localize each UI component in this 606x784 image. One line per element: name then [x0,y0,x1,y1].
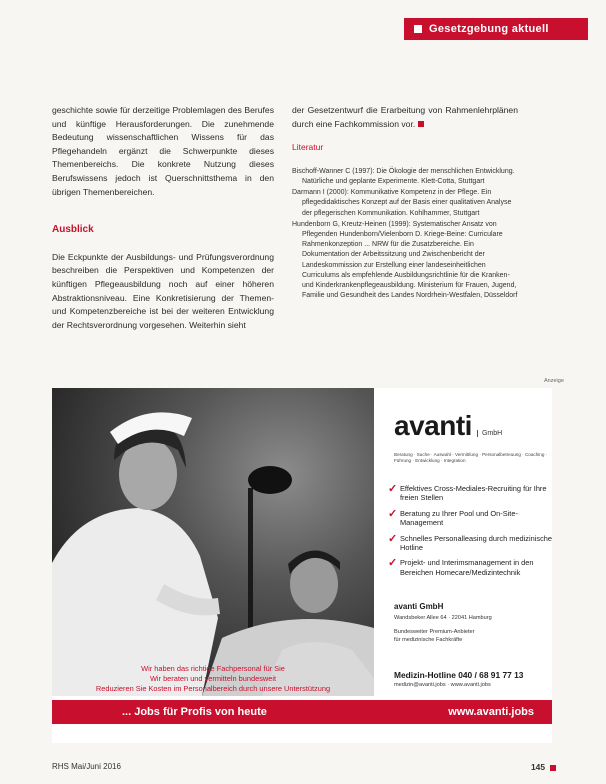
caption-line-3: Reduzieren Sie Kosten im Personalbereich durch unsere Unterstützung [95,684,331,693]
contact-links: medizin@avanti.jobs · www.avanti.jobs [394,682,491,688]
service-item [388,534,552,553]
company-contact [394,602,552,644]
right-paragraph-1-text: der Gesetzentwurf die Erarbeitung von Rahmenlehrplänen durch eine Fachkommission vor. [292,105,518,129]
caption-line-2: Wir beraten und vermitteln bundesweit [149,674,277,683]
company-tagline-1: Bundesweiter Premium-Anbieter [394,629,475,635]
ad-banner [52,700,552,724]
literature-item: Bischoff-Wanner C (1997): Die Ökologie der menschlichen Entwicklung. Natürliche und geplante Experimente. Klett-Cotta, Stuttgart [292,167,515,185]
check-icon: ✓ [388,507,398,520]
company-tagline-2: für medizinische Fachkräfte [394,637,463,643]
check-icon: ✓ [388,557,398,570]
page-number: 145 [531,762,545,772]
service-text: Schnelles Personalleasing durch medizinische Hotline [400,533,553,553]
photo-caption [52,664,374,694]
heading-literatur: Literatur [292,142,324,153]
company-name: avanti GmbH [394,602,444,611]
heading-ausblick: Ausblick [52,224,94,236]
section-header-bar [404,18,588,40]
service-text: Effektives Cross-Mediales-Recruiting für Ihre freien Stellen [400,484,547,503]
company-address: Wandsbeker Allee 64 · 22041 Hamburg [394,615,492,621]
banner-slogan: ... Jobs für Profis von heute [122,706,267,718]
service-item [388,558,552,577]
logo-text: avanti [394,410,472,441]
check-icon: ✓ [388,483,398,495]
footer-issue: RHS Mai/Juni 2016 [52,762,121,771]
hotline-number: Medizin-Hotline 040 / 68 91 77 13 [394,670,524,680]
literature-item: Darmann I (2000): Kommunikative Kompetenz in der Pflege. Ein pflegedidaktisches Konzept auf der Basis einer qualitativen Analyse der pflegerischen Kommunikation. Kohlhammer, Stuttgart [292,189,512,217]
check-icon: ✓ [388,532,398,545]
section-title: Gesetzgebung aktuell [429,23,549,35]
end-mark-icon [418,121,424,127]
left-paragraph-1: geschichte sowie für derzeitige Problemlagen des Berufes und künftige Herausforderungen. Die zunehmende Bedeutung wissenschaftlichen Wissens für das Pflegehandeln ergänzt die Schwerpunkte dieses Themenbereichs. Die konkrete Nutzung dieses Berufswissens jedoch ist Querschnittsthema in den übrigen Themenbereichen. [52,105,274,197]
service-item [388,484,552,503]
logo-gmbh: GmbH [477,430,502,437]
avanti-logo [394,410,502,442]
service-text: Beratung zu Ihrer Pool und On-Site-Management [400,508,518,528]
left-paragraph-2: Die Eckpunkte der Ausbildungs- und Prüfungsverordnung beschreiben die Perspektiven und Kompetenzen der künftigen Pflegeausbildung noch auf einer höheren Abstraktionsniveau. Eine Konkretisierung der Themen- und Kompetenzbereiche ist bei der weiteren Entwicklung der Rechtsverordnung vorgesehen. Weiterhin sieht [52,251,274,330]
header-square-icon [414,25,422,33]
footer-mark-icon [550,765,556,771]
literature-item: Hundenborn G, Kreutz-Heinen (1999): Systematischer Ansatz von Pflegenden Hundenborn/Vielenborn D. Kriege-Beine: Curriculare Rahmenkonzeption ... NRW für die Zusatzbereiche. Ein Dokumentation der Arbeitssitzung und Zwischenbericht der Landeskommission zur Erstellung einer landeseinheitlichen Curriculums als empfehlende Ausbildungsrichtlinie für die Kranken- und Kinderkrankenpflegeausbildung. Ministerium für Frauen, Jugend, Familie und Gesundheit des Landes Nordrhein-Westfalen, Düsseldorf [292,220,518,300]
photo-illustration [52,388,374,696]
logo-subtitle: Beratung · Suche · Auswahl · Vermittlung · Personalbetreuung · Coaching · Führung · Entwicklung · Integration [394,452,548,464]
service-text: Projekt- und Interimsmanagement in den Bereichen Homecare/Medizintechnik [400,558,534,577]
service-list [388,484,552,583]
ad-photo-nurse-patient [52,388,374,696]
right-text-column [292,104,518,302]
advertisement [52,388,552,743]
caption-line-1: Wir haben das richtige Fachpersonal für Sie [141,664,285,673]
left-text-column [52,104,274,332]
banner-url[interactable]: www.avanti.jobs [448,706,534,718]
ad-label: Anzeige [544,378,564,384]
right-paragraph-1 [292,104,518,131]
service-item [388,509,552,528]
ad-info-panel [380,388,552,700]
